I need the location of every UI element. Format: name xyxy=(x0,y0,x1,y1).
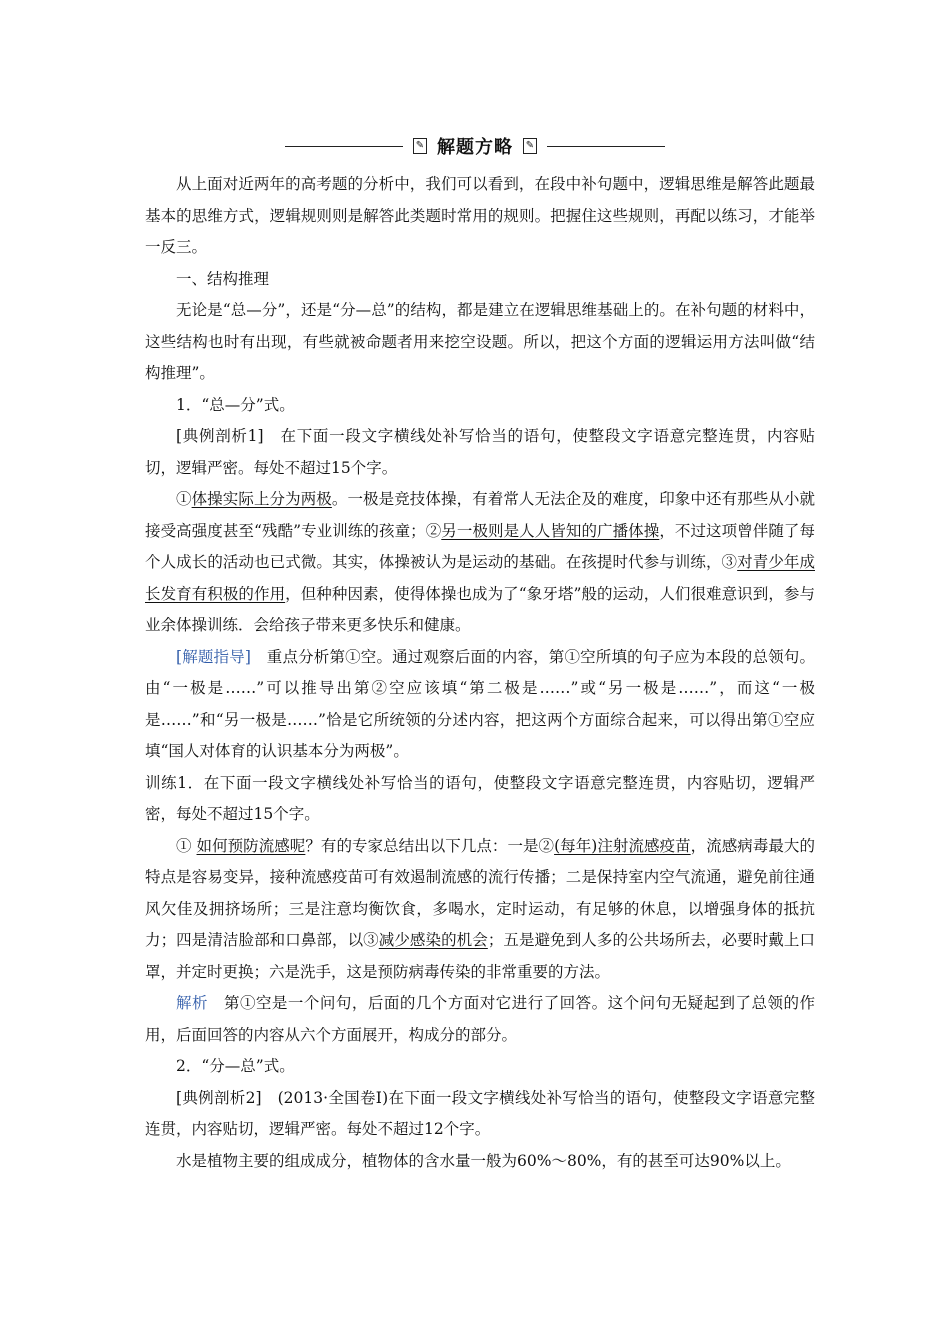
blank-marker: ① xyxy=(176,490,192,508)
answer-blank-2: (每年)注射流感疫苗 xyxy=(554,836,691,855)
header-title: 解题方略 xyxy=(437,137,513,158)
practice-1-question: 训练1．在下面一段文字横线处补写恰当的语句，使整段文字语意完整连贯，内容贴切，逻辑严密，每处不超过15个字。 xyxy=(145,773,815,823)
passage-text: ，但种种因素，使得体操也成为了“象牙塔”般的运动，人们很难意识到，参与业余体操训练．会给孩子带来更多快乐和健康。 xyxy=(145,584,815,634)
example-2 xyxy=(145,1083,815,1146)
answer-blank-1: 如何预防流感呢 xyxy=(196,836,306,855)
guide-tag: [解题指导] xyxy=(176,647,251,666)
section-heading: 一、结构推理 xyxy=(176,269,270,288)
pen-icon: ✎ xyxy=(523,138,537,154)
passage-text: ；五是避免到人多的公共场所去，必要时戴上口罩，并定时更换；六是洗手，这是预防病毒传染的非常重要的方法。 xyxy=(145,931,815,981)
answer-blank-1: 体操实际上分为两极 xyxy=(191,490,332,508)
main-content xyxy=(145,169,815,1177)
pen-icon: ✎ xyxy=(413,138,427,154)
analysis-text: 第①空是一个问句，后面的几个方面对它进行了回答。这个问句无疑起到了总领的作用，后面回答的内容从六个方面展开，构成分的部分。 xyxy=(145,994,815,1044)
example-question: 在下面一段文字横线处补写恰当的语句，使整段文字语意完整连贯，内容贴切，逻辑严密。每处不超过15个字。 xyxy=(145,427,815,477)
analysis-tag: 解析 xyxy=(176,994,208,1012)
example-question: (2013·全国卷Ⅰ)在下面一段文字横线处补写恰当的语句，使整段文字语意完整连贯，内容贴切，逻辑严密。每处不超过12个字。 xyxy=(145,1088,815,1138)
header-rule-left xyxy=(285,146,403,147)
example-tag: [典例剖析2] xyxy=(176,1088,262,1107)
passage-text: ？有的专家总结出以下几点：一是② xyxy=(305,836,555,855)
example-1 xyxy=(145,421,815,484)
practice-1-passage xyxy=(145,831,815,989)
last-paragraph: 水是植物主要的组成成分，植物体的含水量一般为60%～80%，有的甚至可达90%以上。 xyxy=(176,1151,791,1170)
intro-paragraph: 从上面对近两年的高考题的分析中，我们可以看到，在段中补句题中，逻辑思维是解答此题最基本的思维方式，逻辑规则则是解答此类题时常用的规则。把握住这些规则，再配以练习，才能举一反三。 xyxy=(145,175,815,256)
answer-blank-2: 另一极则是人人皆知的广播体操 xyxy=(441,521,660,540)
passage-text: 。一极是竞技体操，有着常人无法企及的难度，印象中还有那些从小就接受高强度甚至“残酷”专业训练的孩童；② xyxy=(145,490,815,540)
passage-text: ，不过这项曾伴随了每个人成长的活动也已式微。其实，体操被认为是运动的基础。在孩提时代参与训练，③ xyxy=(145,521,815,571)
section-paragraph: 无论是“总—分”，还是“分—总”的结构，都是建立在逻辑思维基础上的。在补句题的材料中，这些结构也时有出现，有些就被命题者用来挖空设题。所以，把这个方面的逻辑运用方法叫做“结构推理”。 xyxy=(145,301,815,382)
example-tag: [典例剖析1] xyxy=(176,427,264,445)
answer-blank-3: 对青少年成长发育有积极的作用 xyxy=(145,553,815,603)
example-1-passage xyxy=(145,484,815,642)
passage-text: ，流感病毒最大的特点是容易变异，接种流感疫苗可有效遏制流感的流行传播；二是保持室内空气流通，避免前往通风欠佳及拥挤场所；三是注意均衡饮食，多喝水，定时运动，有足够的休息，以增强身体的抵抗力；四是清洁脸部和口鼻部，以③ xyxy=(145,836,815,949)
subheading-1: 1．“总—分”式。 xyxy=(176,395,295,414)
blank-marker: ① xyxy=(176,836,197,855)
section-header xyxy=(0,133,950,159)
guide-paragraph xyxy=(145,642,815,768)
subheading-2: 2．“分—总”式。 xyxy=(176,1057,295,1075)
header-rule-right xyxy=(547,146,665,147)
analysis-paragraph xyxy=(145,988,815,1051)
guide-text: 重点分析第①空。通过观察后面的内容，第①空所填的句子应为本段的总领句。由“一极是……”可以推导出第②空应该填“第二极是……”或“另一极是……”，而这“一极是……”和“另一极是……”恰是它所统领的分述内容，把这两个方面综合起来，可以得出第①空应填“国人对体育的认识基本分为两极”。 xyxy=(145,647,815,760)
answer-blank-3: 减少感染的机会 xyxy=(378,931,488,949)
